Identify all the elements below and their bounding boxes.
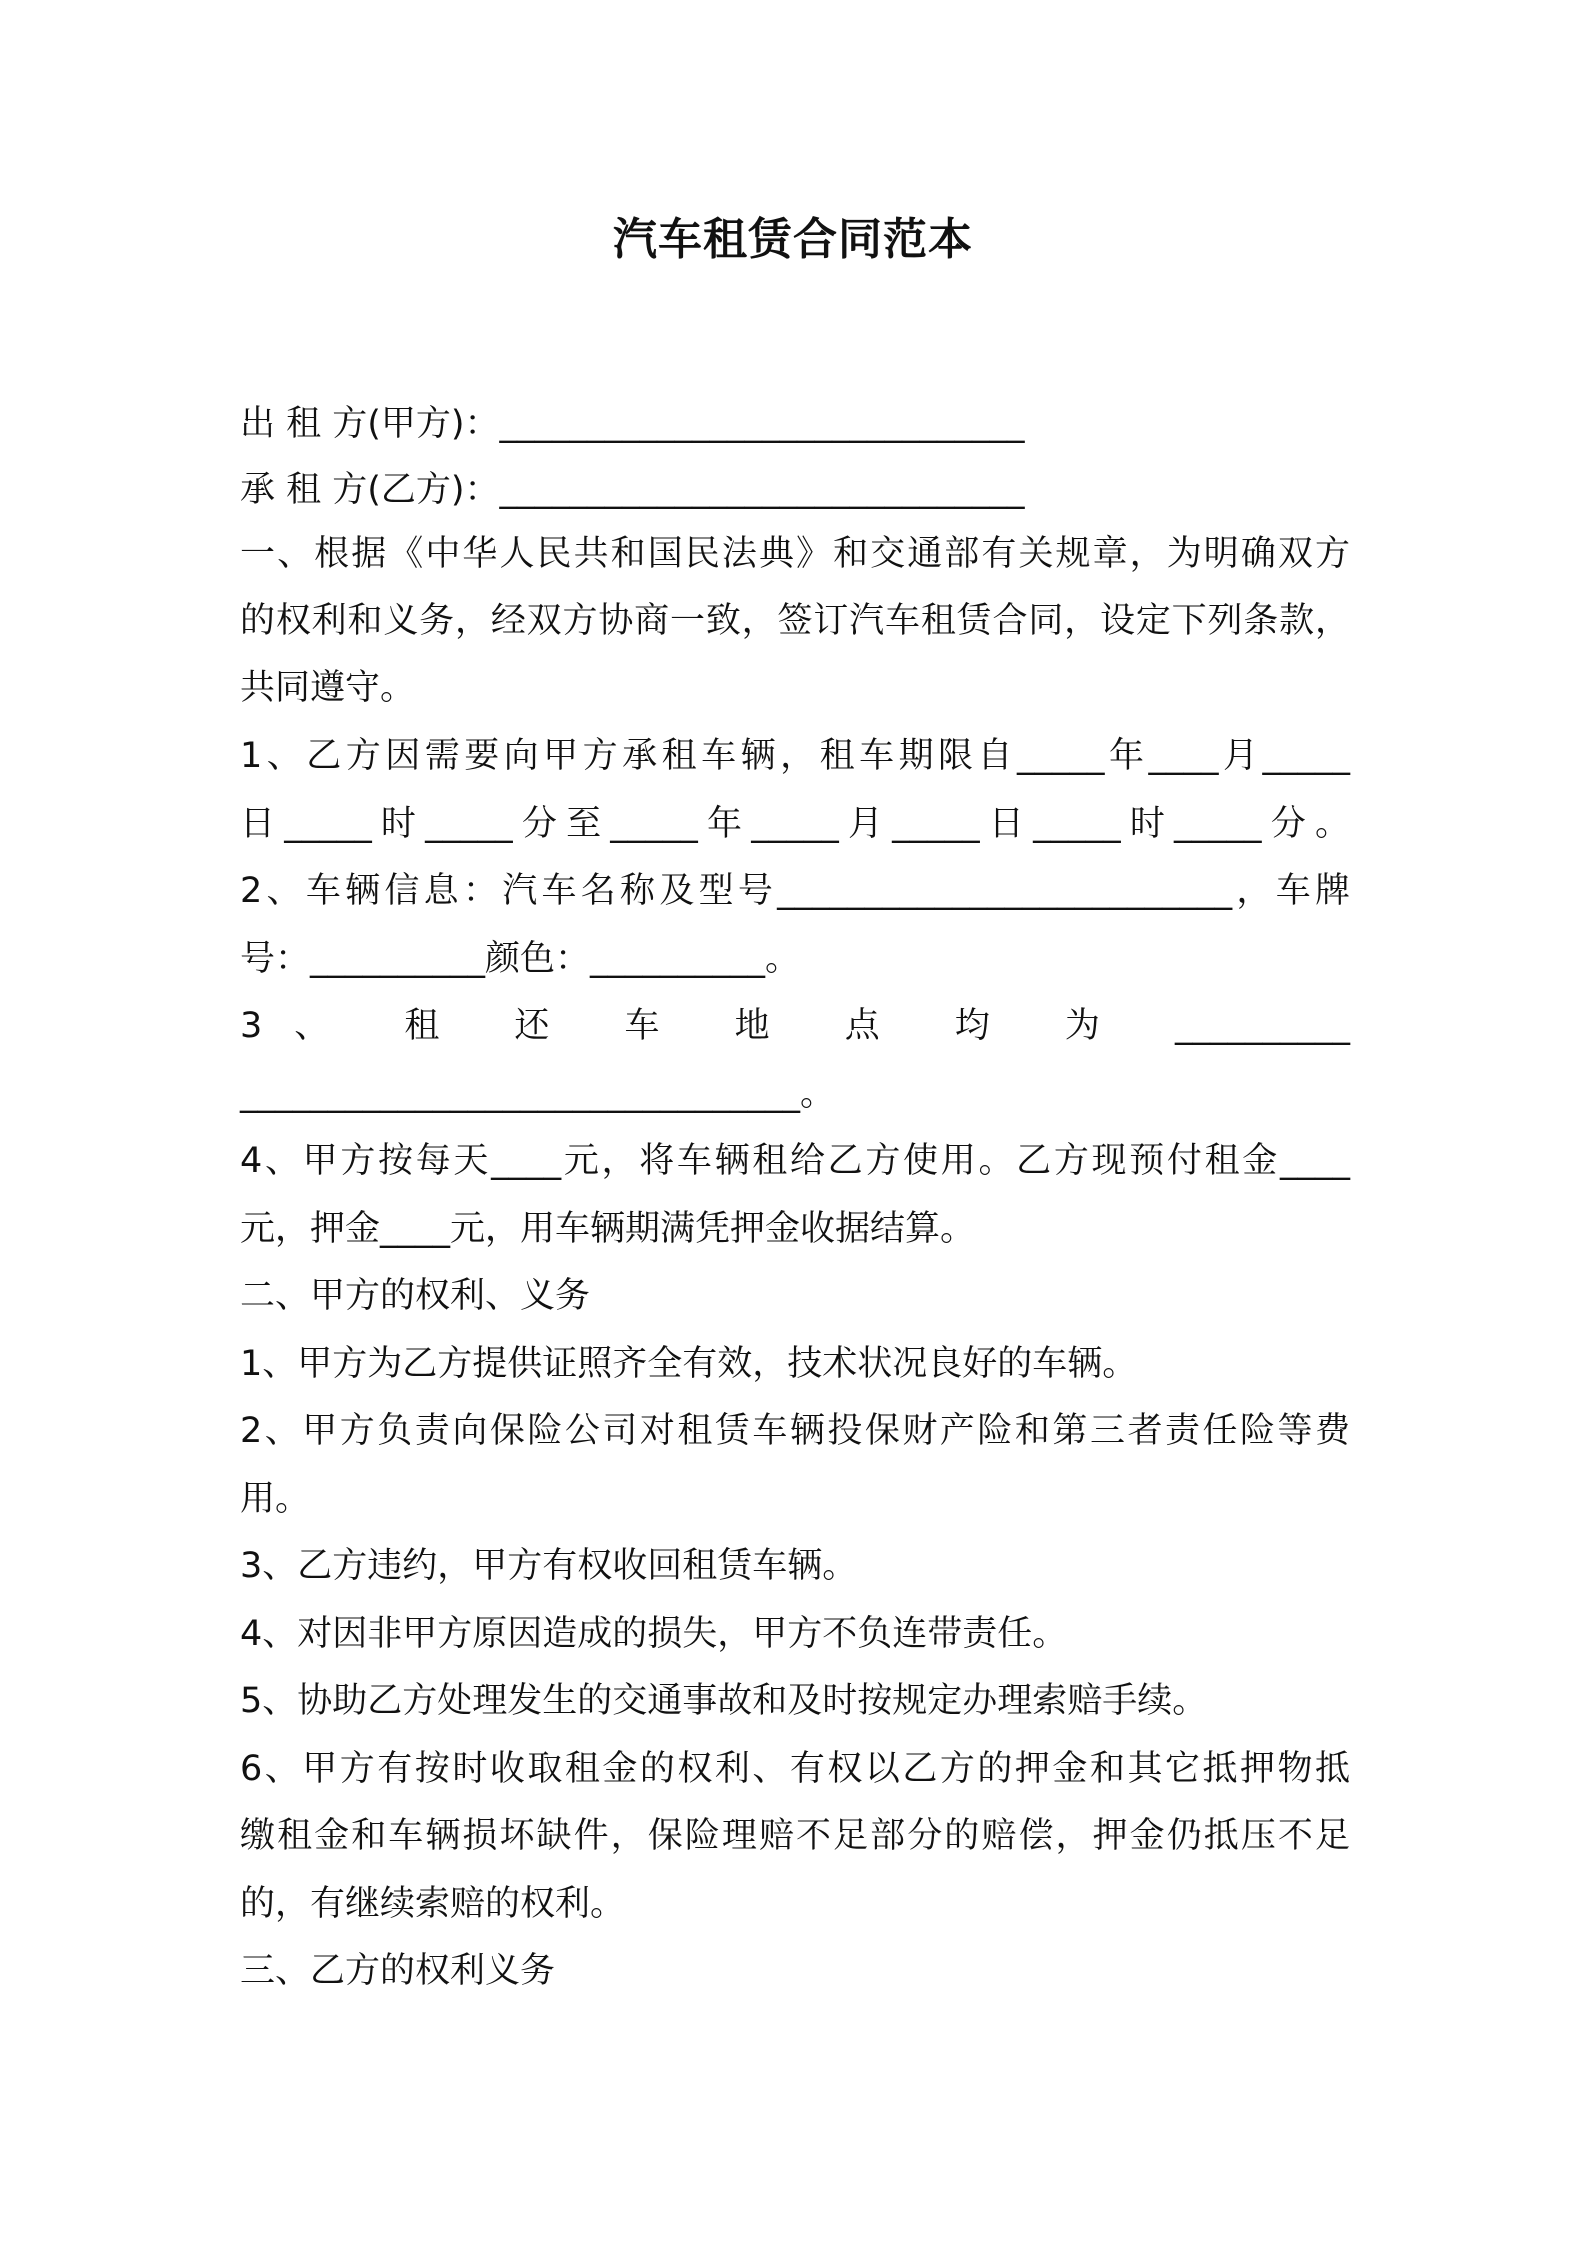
section-1-intro-line-1: 一、根据《中华人民共和国民法典》和交通部有关规章，为明确双方 xyxy=(240,534,1350,574)
clause-1-2-line-2: 号：__________颜色：__________。 xyxy=(240,939,801,979)
clause-1-4-line-2: 元，押金____元，用车辆期满凭押金收据结算。 xyxy=(240,1209,976,1249)
clause-2-6-line-3: 的，有继续索赔的权利。 xyxy=(240,1884,626,1924)
clause-1-3-line-1: 3、 租 还 车 地 点 均 为 __________ xyxy=(240,1006,1350,1046)
lessor-line: 出 租 方(甲方)：______________________________ xyxy=(240,404,1025,444)
clause-2-2-line-1: 2、甲方负责向保险公司对租赁车辆投保财产险和第三者责任险等费 xyxy=(240,1411,1350,1451)
section-3-heading: 三、乙方的权利义务 xyxy=(240,1951,556,1991)
clause-2-1: 1、甲方为乙方提供证照齐全有效，技术状况良好的车辆。 xyxy=(240,1344,1138,1384)
clause-1-2-line-1: 2、车辆信息：汽车名称及型号__________________________，车牌 xyxy=(240,871,1350,911)
clause-2-2-line-2: 用。 xyxy=(240,1479,311,1519)
clause-2-6-line-2: 缴租金和车辆损坏缺件，保险理赔不足部分的赔偿，押金仍抵压不足 xyxy=(240,1816,1350,1856)
section-1-intro-line-2: 的权利和义务，经双方协商一致，签订汽车租赁合同，设定下列条款， xyxy=(240,601,1350,641)
document-title: 汽车租赁合同范本 xyxy=(613,214,973,265)
clause-1-4-line-1: 4、甲方按每天____元，将车辆租给乙方使用。乙方现预付租金____ xyxy=(240,1141,1350,1181)
section-2-heading: 二、甲方的权利、义务 xyxy=(240,1276,591,1316)
clause-2-5: 5、协助乙方处理发生的交通事故和及时按规定办理索赔手续。 xyxy=(240,1681,1208,1721)
clause-1-1-line-1: 1、乙方因需要向甲方承租车辆，租车期限自_____年____月_____ xyxy=(240,736,1350,776)
clause-2-6-line-1: 6、甲方有按时收取租金的权利、有权以乙方的押金和其它抵押物抵 xyxy=(240,1749,1350,1789)
section-1-intro-line-3: 共同遵守。 xyxy=(240,668,416,708)
clause-1-3-line-2: ________________________________。 xyxy=(240,1074,836,1114)
clause-1-1-line-2: 日_____时_____分至_____年_____月_____日_____时_____分。 xyxy=(240,804,1350,844)
clause-2-4: 4、对因非甲方原因造成的损失，甲方不负连带责任。 xyxy=(240,1614,1068,1654)
lessee-line: 承 租 方(乙方)：______________________________ xyxy=(240,470,1025,510)
clause-2-3: 3、乙方违约，甲方有权收回租赁车辆。 xyxy=(240,1546,858,1586)
